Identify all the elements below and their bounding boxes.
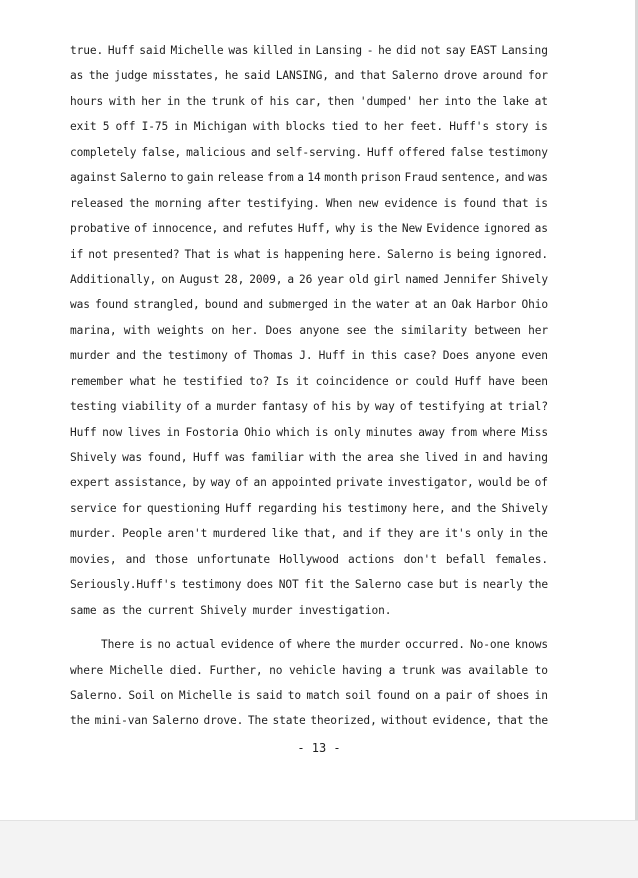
text-line: completely false, malicious and self-serving. Huff offered false testimony [70,145,548,159]
text-line: exit 5 off I-75 in Michigan with blocks tied to her feet. Huff's story is [70,120,548,134]
text-line: true. Huff said Michelle was killed in Lansing - he did not say EAST Lansing [70,44,548,57]
text-line: Shively was found, Huff was familiar with the area she lived in and having [70,451,548,464]
text-line: probative of innocence, and refutes Huff, why is the New Evidence ignored as [70,222,548,236]
text-line: murder. People aren't murdered like that, and if they are it's only in the [70,527,548,541]
text-line: There is no actual evidence of where the murder occurred. No-one knows [101,638,548,652]
text-line: Huff now lives in Fostoria Ohio which is only minutes away from where Miss [70,425,548,439]
text-line: service for questioning Huff regarding his testimony here, and the Shively [70,501,548,515]
text-line: Salerno. Soil on Michelle is said to match soil found on a pair of shoes in [70,688,548,702]
text-line: if not presented? That is what is happening here. Salerno is being ignored. [70,247,548,261]
text-line: as the judge misstates, he said LANSING, and that Salerno drove around for [70,69,548,83]
text-line: murder and the testimony of Thomas J. Huff in this case? Does anyone even [70,349,548,363]
text-line: remember what he testified to? Is it coincidence or could Huff have been [70,374,548,388]
text-line: same as the current Shively murder investigation. [70,603,392,617]
text-line: marina, with weights on her. Does anyone see the similarity between her [70,323,548,337]
paragraph-gap [70,623,548,632]
text-line: Seriously.Huff's testimony does NOT fit the Salerno case but is nearly the [70,578,548,592]
text-line: against Salerno to gain release from a 14 month prison Fraud sentence, and was [70,171,548,185]
text-line: where Michelle died. Further, no vehicle having a trunk was available to [70,663,548,677]
text-line: Additionally, on August 28, 2009, a 26 year old girl named Jennifer Shively [70,272,548,286]
text-line: released the morning after testifying. When new evidence is found that is [70,196,548,210]
text-line: testing viability of a murder fantasy of his by way of testifying at trial? [70,400,548,414]
text-line: movies, and those unfortunate Hollywood actions don't befall females. [70,552,548,566]
body-text [70,38,548,734]
text-line: hours with her in the trunk of his car, then 'dumped' her into the lake at [70,94,548,108]
page-number: - 13 - [297,741,341,755]
text-line: expert assistance, by way of an appointed private investigator, would be of [70,476,548,490]
text-line: was found strangled, bound and submerged in the water at an Oak Harbor Ohio [70,298,548,312]
text-line: the mini-van Salerno drove. The state theorized, without evidence, that the [70,714,548,728]
scanner-bottom-band [0,820,638,878]
